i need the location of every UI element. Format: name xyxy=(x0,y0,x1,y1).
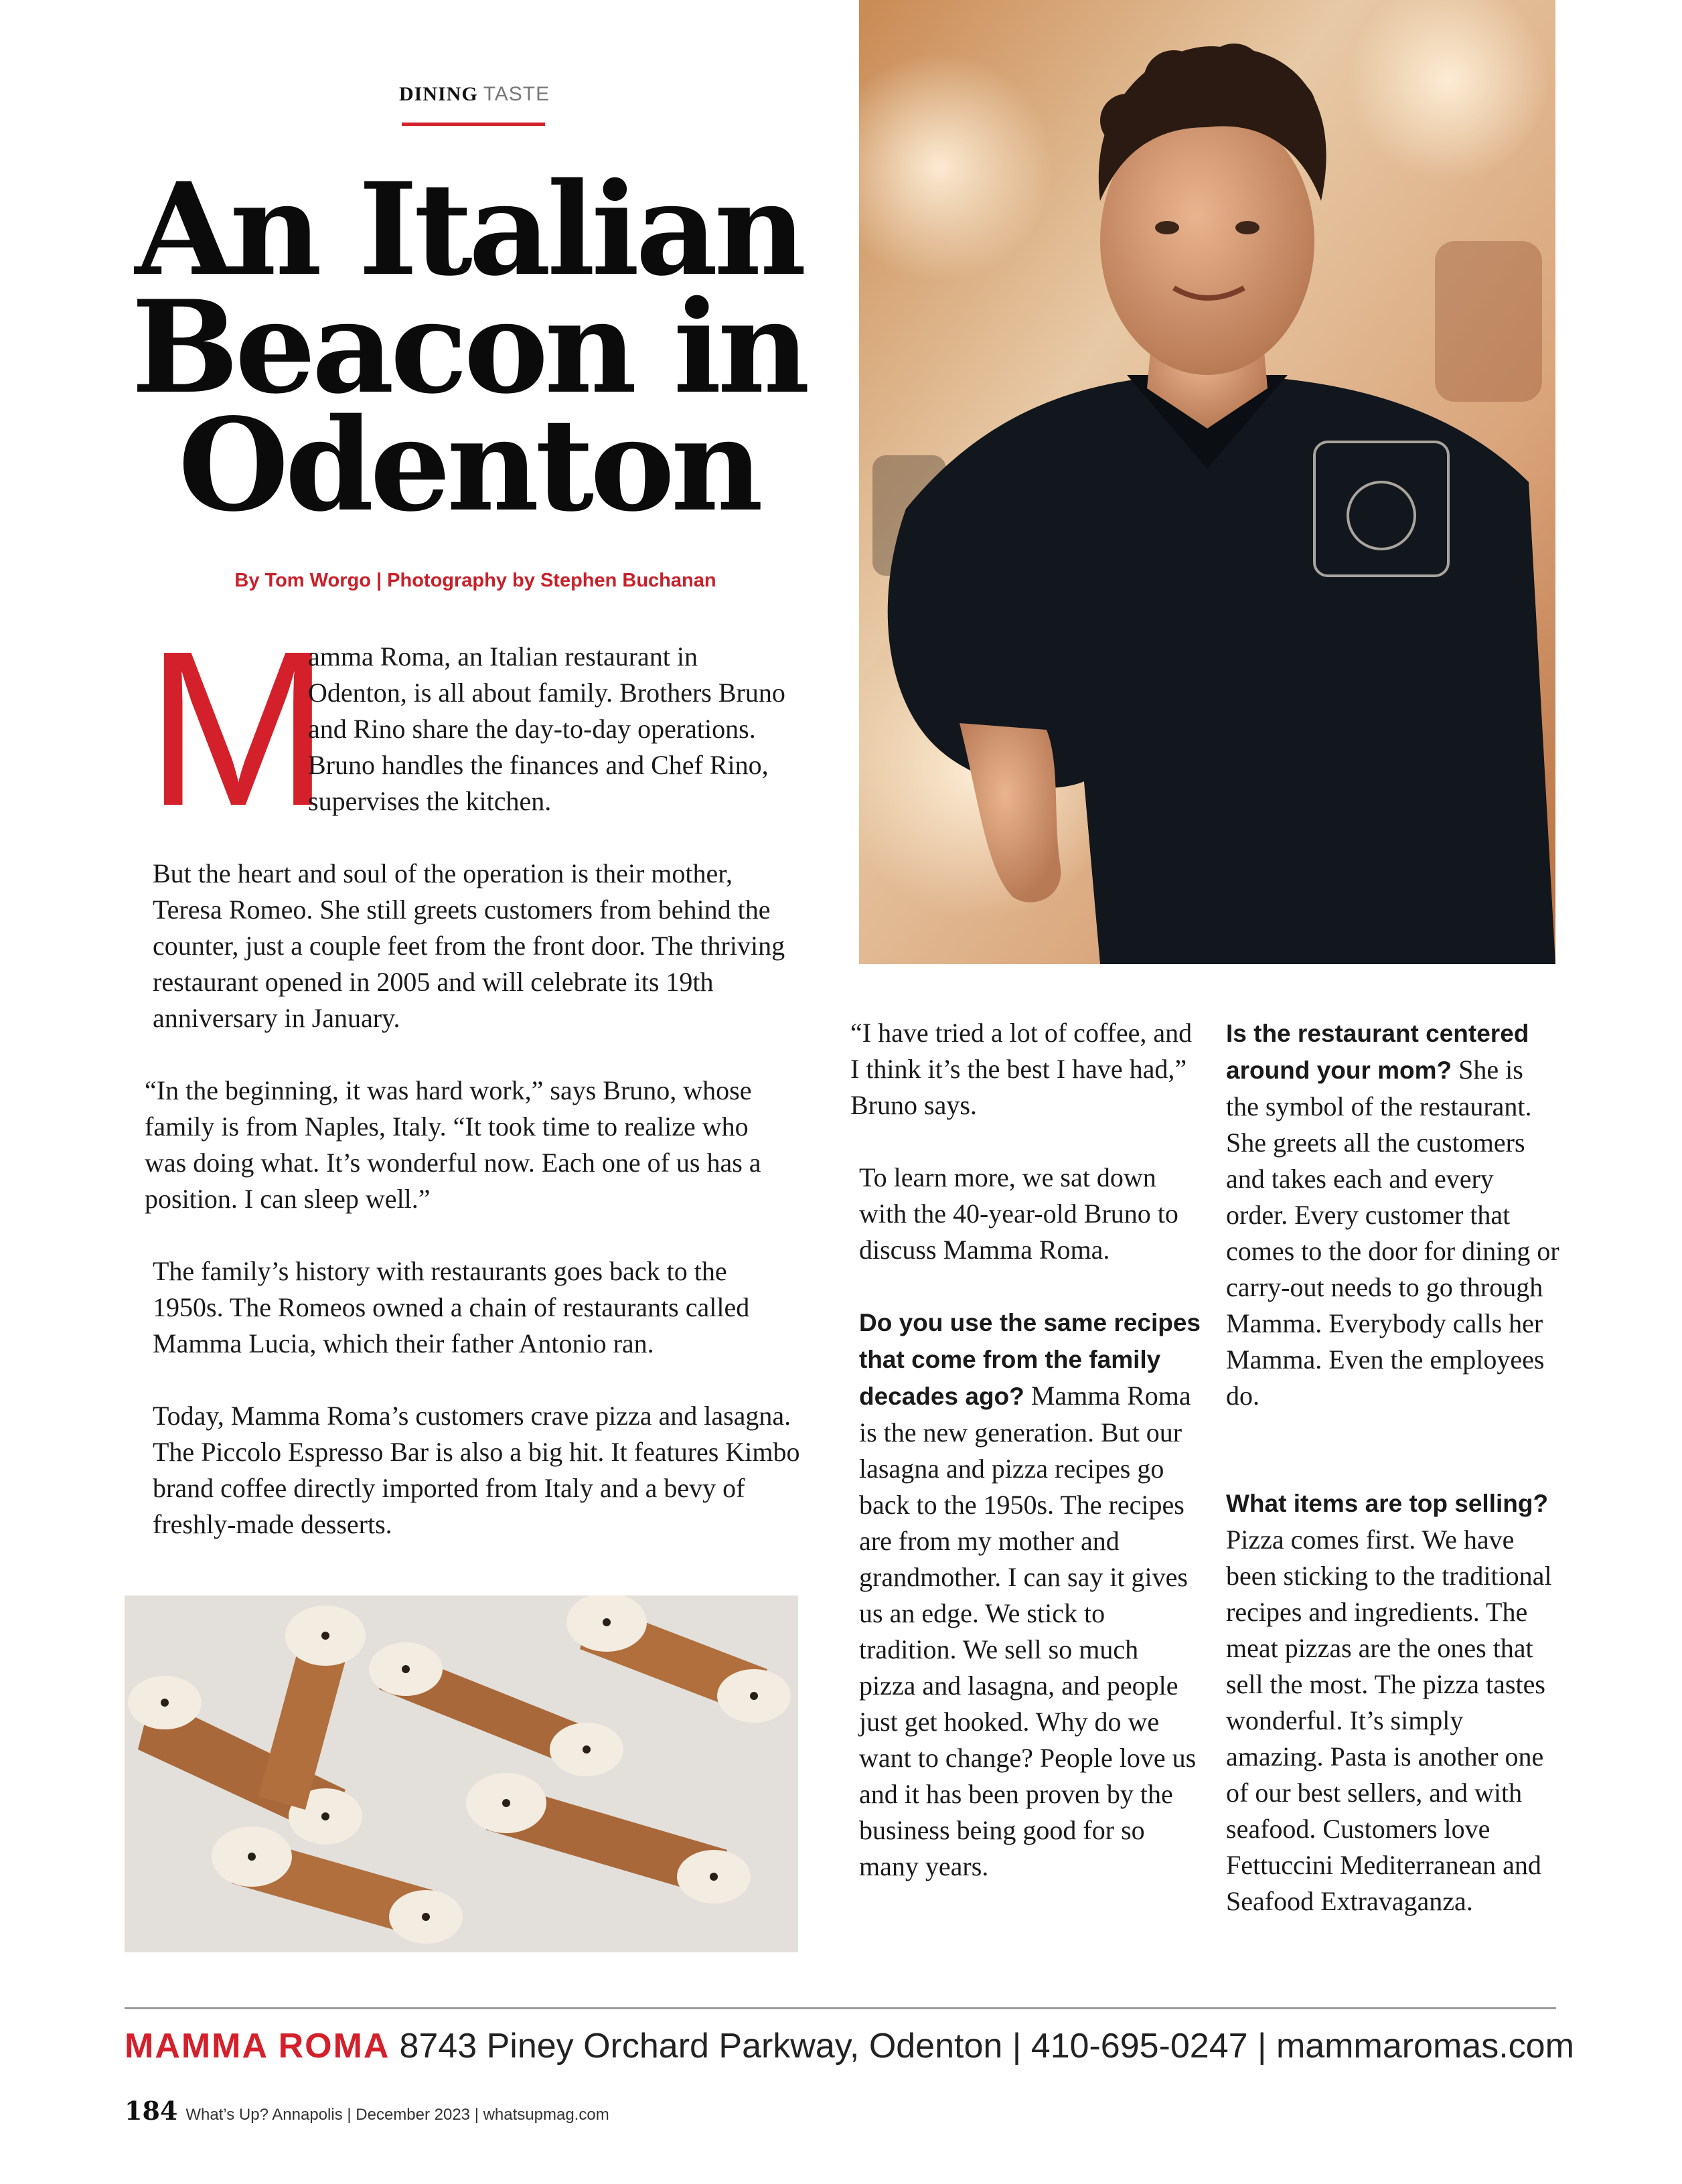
body-paragraph: “In the beginning, it was hard work,” says Bruno, whose family is from Naples, Italy. “It took time to realize who was doing what. It’s wonderful now. Each one of us has a position. I can sleep well.” xyxy=(145,1075,761,1214)
answer: She is the symbol of the restaurant. She greets all the customers and takes each and every order. Every customer that comes to the door for dining or carry-out needs to go through Mamma. Everybody calls her Mamma. Even the employees do. xyxy=(1226,1055,1559,1411)
body-paragraph: The family’s history with restaurants goes back to the 1950s. The Romeos owned a chain of restaurants called Mamma Lucia, which their father Antonio ran. xyxy=(153,1256,750,1358)
body-paragraph: But the heart and soul of the operation is their mother, Teresa Romeo. She still greets customers from behind the counter, just a couple feet from the front door. The thriving restaurant opened in 2005 and will celebrate its 19th anniversary in January. xyxy=(153,858,785,1033)
qa-block xyxy=(1226,1015,1561,1414)
page-folio xyxy=(125,2096,609,2126)
title-line: Odenton xyxy=(177,390,759,540)
section-label xyxy=(399,83,550,106)
body-paragraph: Today, Mamma Roma’s customers crave pizza and lasagna. The Piccolo Espresso Bar is also a big hit. It features Kimbo brand coffee directly imported from Italy and a bevy of freshly-made desserts. xyxy=(153,1401,800,1539)
page-number: 184 xyxy=(125,2096,178,2126)
restaurant-name: MAMMA ROMA xyxy=(125,2027,390,2065)
title-line: Beacon in xyxy=(131,272,806,422)
qa-block xyxy=(1226,1485,1561,1920)
footer-divider xyxy=(125,2007,1556,2009)
answer: Mamma Roma is the new generation. But our lasagna and pizza recipes go back to the 1950s. The recipes are from my mother and grandmother. I can say it gives us an edge. We stick to tradition. We sell so much pizza and lasagna, and people just get hooked. Why do we want to change? People love us and it has been proven by the business being good for so many years. xyxy=(859,1381,1197,1881)
cannoli-illustration xyxy=(125,1595,798,1952)
title-line: An Italian xyxy=(135,155,803,304)
body-paragraph: To learn more, we sat down with the 40-year-old Bruno to discuss Mamma Roma. xyxy=(859,1162,1178,1265)
intro-paragraph: amma Roma, an Italian restaurant in Odenton, is all about family. Brothers Bruno and Rino share the day-to-day operations. Bruno handles the finances and Chef Rino, supervises the kitchen. xyxy=(308,641,785,816)
section-name: DINING xyxy=(399,83,478,105)
restaurant-contact: 8743 Piney Orchard Parkway, Odenton | 410-695-0247 | mammaromas.com xyxy=(399,2027,1574,2065)
question: Do you use the same recipes that come from the family decades ago? xyxy=(859,1309,1201,1410)
quote-paragraph: “I have tried a lot of coffee, and I think it’s the best I have had,” Bruno says. xyxy=(850,1018,1193,1120)
article-title xyxy=(100,155,837,540)
restaurant-info xyxy=(125,2026,1574,2066)
answer: Pizza comes first. We have been sticking to the traditional recipes and ingredients. The meat pizzas are the ones that sell the most. The pizza tastes wonderful. It’s simply amazing. Pasta is another one of our best sellers, and with seafood. Customers love Fettuccini Mediterranean and Seafood Extravaganza. xyxy=(1226,1525,1552,1916)
question: What items are top selling? xyxy=(1226,1490,1549,1517)
bruno-portrait-photo xyxy=(859,0,1555,964)
question: Is the restaurant centered around your mom? xyxy=(1226,1020,1529,1084)
cannoli-photo xyxy=(125,1595,798,1952)
section-underline xyxy=(402,123,545,126)
qa-block xyxy=(859,1304,1201,1885)
drop-cap: M xyxy=(146,605,330,852)
byline: By Tom Worgo | Photography by Stephen Buchanan xyxy=(234,570,716,591)
subsection-name: TASTE xyxy=(483,83,550,105)
publication-info: What’s Up? Annapolis | December 2023 | whatsupmag.com xyxy=(185,2106,609,2124)
portrait-illustration xyxy=(859,0,1555,964)
